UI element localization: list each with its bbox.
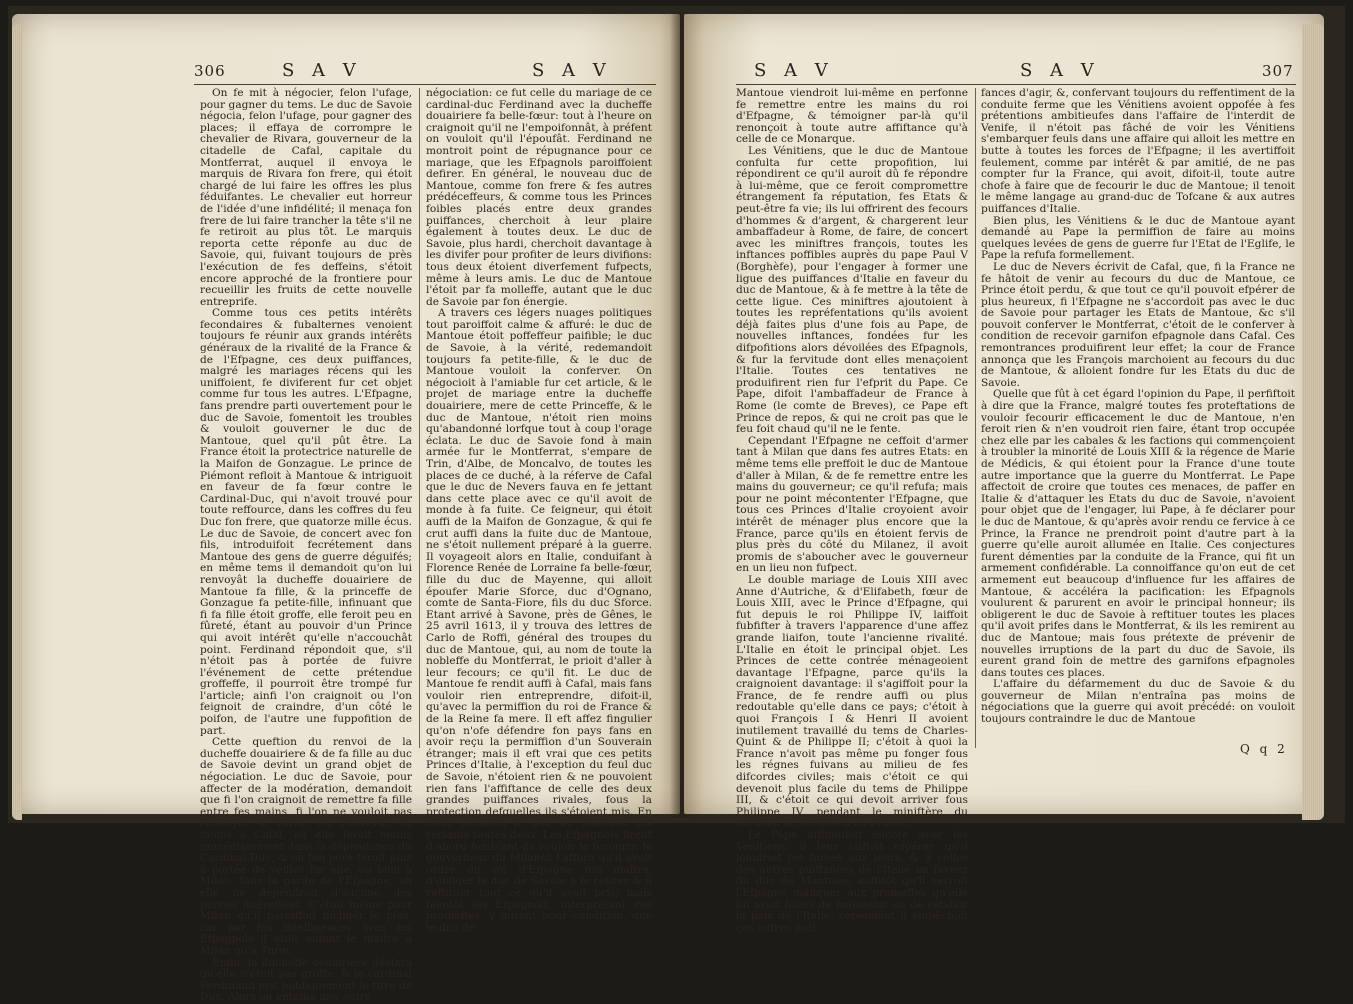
paragraph: Bien plus, les Vénitiens & le duc de Mantoue ayant demandé au Pape la permiffion de faire au moins quelques levées de gens de guerre fur l'Etat de l'Eglife, le Pape la refufa formellement. — [981, 214, 1295, 262]
left-page — [12, 14, 680, 1004]
left-page-edges — [12, 24, 22, 820]
paragraph: L'affaire du défarmement du duc de Savoie & du gouverneur de Milan n'entraîna pas moins de négociations que la guerre qui avoit précédé: on vouloit toujours contraindre le duc de Mantoue — [981, 678, 1295, 726]
right-page — [684, 14, 1324, 934]
open-book — [8, 6, 1345, 1004]
signature-mark: Q q 2 — [1240, 742, 1288, 756]
right-head-rule — [736, 84, 1296, 85]
right-headword: S A V — [1020, 60, 1100, 81]
right-column-2 — [981, 88, 1295, 740]
paragraph: Mantoue viendroit lui-même en perfonne fe remettre entre les mains du roi d'Efpagne, & témoigner par-là qu'il renonçoit à toute autre affiftance qu'à celle de ce Monarque. — [736, 87, 968, 146]
paragraph: On fe mit à négocier, felon l'ufage, pour gagner du tems. Le duc de Savoie négocia, felon l'ufage, pour gagner des places; il effaya de corrompre le chevalier de Rivara, gouverneur de la citadelle de Cafal, capitale du Montferrat, auquel il envoya le marquis de Rivara fon frere, qui étoit chargé de lui faire les offres les plus féduifantes. Le chevalier eut horreur de l'idée d'une infidélité; il menaça fon frere de lui faire trancher la tête s'il ne fe retiroit au plus tôt. Le marquis reporta cette réponfe au duc de Savoie, qui, fuivant toujours de près l'exécution de fes deffeins, s'étoit encore approché de la frontiere pour recueillir les fruits de cette nouvelle entreprife. — [200, 87, 412, 308]
left-running-head — [12, 60, 680, 84]
paragraph: A travers ces légers nuages politiques tout paroiffoit calme & affuré: le duc de Mantoue étoit poffeffeur paifible; le duc de Savoie, à la vérité, redemandoit toujours fa petite-fille, & le duc de Mantoue vouloit la conferver. On négocioit à l'amiable fur cet article, & le projet de mariage entre la ducheffe douairiere, mere de cette Princeffe, & le duc de Mantoue, n'étoit rien moins qu'abandonné lorfque tout à coup l'orage éclata. Le duc de Savoie fond à main armée fur le Montferrat, s'empare de Trin, d'Albe, de Moncalvo, de toutes les places de ce duché, à la réferve de Cafal que le duc de Nevers fauva en fe jettant dans cette place avec ce qu'il avoit de monde à fa fuite. Ce feigneur, qui étoit auffi de la Maifon de Gonzague, & qui fe crut auffi dans la fuite duc de Mantoue, ne s'étoit nullement préparé à la guerre. Il voyageoit alors en Italie, conduifant à Florence Renée de Lorraine fa belle-fœur, fille du duc de Mayenne, qui alloit époufer Marie Sforce, duc d'Ognano, comte de Santa-Fiore, fils du duc Sforce. Etant arrivé à Savone, près de Gênes, le 25 avril 1613, il y trouva des lettres de Carlo de Roffi, général des troupes du duc de Mantoue, qui, au nom de toute la nobleffe du Montferrat, le prioit d'aller à leur fecours; ce qu'il fit. Le duc de Mantoue fe rendit auffi à Cafal, mais fans vouloir rien entreprendre, difoit-il, qu'avec la permiffion du roi de France & de la Reine fa mere. Il eft affez fingulier qu'on n'ofe défendre fon pays fans en avoir reçu la permiffion d'un Souverain étranger; mais il eft vrai que ces petits Princes d'Italie, à l'exception du feul duc de Savoie, n'étoient rien & ne pouvoient rien fans l'affiftance de celle des deux grandes puiffances rivales, fous la protection defquelles ils s'étoient mis. En cette occafion le duc de Mantoue les réclama toutes deux. Les Efpagnols firent d'abord femblant de vouloir le fecourir: le gouverneur du Milanez l'affura qu'il avoit ordre du roi d'Efpagne fon maître, d'obliger le duc de Savoie à fe retirer & à reftituer tout ce qu'il avoit pris; mais bientôt les Efpagnols, interprétant ces promeffes, y mirent pour condition, que le duc de — [426, 307, 652, 934]
paragraph: Enfin, la ducheffe douairiere déclara qu'elle n'étoit pas groffe, & le cardinal Ferdinand prit publiquement le titre de Duc. Alors on entama une autre — [200, 956, 412, 1004]
left-column-divider — [419, 88, 420, 748]
left-folio: 306 — [194, 62, 226, 80]
left-column-1 — [200, 87, 412, 1004]
paragraph: Cependant l'Efpagne ne ceffoit d'armer tant à Milan que dans fes autres Etats: en même tems elle preffoit le duc de Mantoue d'aller à Milan, & de fe remettre entre les mains du gouverneur; ce qu'il refufa; mais pour ne point mécontenter l'Efpagne, que tous ces Princes d'Italie croyoient avoir intérêt de ménager plus encore que la France, parce qu'ils en étoient fervis de plus près du côté du Milanez, il avoit promis de s'aboucher avec le gouverneur en un lieu non fufpect. — [736, 434, 968, 575]
left-headword-col2: S A V — [532, 60, 612, 81]
paragraph: Les Vénitiens, que le duc de Mantoue confulta fur cette propofition, lui répondirent ce qu'il auroit dû fe répondre à lui-même, que ce feroit compromettre étrangement fa réputation, fes Etats & peut-être fa vie; ils lui offrirent des fecours d'hommes & d'argent, & chargerent leur ambaffadeur à Rome, de faire, de concert avec les miniftres françois, toutes les inftances poffibles auprès du pape Paul V (Borghèfe), pour l'engager à former une ligue des puiffances d'Italie en faveur du duc de Mantoue, & à fe mettre à la tête de cette ligue. Ces miniftres ajoutoient à toutes les repréfentations qu'ils avoient déjà faites plus d'une fois au Pape, de nouvelles inftances, fondées fur les difpofitions alors dévoilées des Efpagnols, & fur la fervitude dont elles menaçoient l'Italie. Toutes ces tentatives ne produifirent rien fur l'efprit du Pape. Ce Pape, difoit l'ambaffadeur de France à Rome (le comte de Breves), ce Pape eft Prince de repos, & qui ne croit pas que le feu foit chaud qu'il ne le fente. — [736, 144, 968, 436]
left-column-2 — [426, 87, 652, 934]
paragraph: Le duc de Nevers écrivit de Cafal, que, fi la France ne fe hâtoit de venir au fecours du duc de Mantoue, ce Prince étoit perdu, & que tout ce qu'il pouvoit efpérer de plus heureux, fi l'Efpagne ne s'accordoit pas avec le duc de Savoie pour partager les Etats de Mantoue, &c s'il pouvoit conferver le Montferrat, c'étoit de le conferver à condition de recevoir garnifon efpagnole dans Cafal. Ces remontrances produifirent leur effet; la cour de France annonça que les François marchoient au fecours du duc de Mantoue, & alloient fondre fur les Etats du duc de Savoie. — [981, 260, 1295, 389]
paragraph: Le Pape diffimuloit encore avec les Vénitiens: il leur laiffoit efpérer qu'il joindroit fes forces aux leurs, & à celles des autres puiffances de l'Italie en faveur du duc de Mantoue, auffitôt qu'il verroit l'Efpagne manquer aux promeffes qu'elle lui avoit faites de maintenir ou de rétablir la paix de l'Italie; cependant il empêchoit ces autres puif- — [736, 829, 968, 934]
paragraph: négociation: ce fut celle du mariage de ce cardinal-duc Ferdinand avec la ducheffe douairiere fa belle-fœur: tout à l'heure on craignoit qu'il ne l'empoifonnât, à préfent on vouloit qu'il l'époufât. Ferdinand ne montroit point de répugnance pour ce mariage, que les Efpagnols paroiffoient defirer. En général, le nouveau duc de Mantoue, comme fon frere & fes autres prédéceffeurs, & comme tous les Princes foibles placés entre deux grandes puiffances, cherchoit à leur plaire également à toutes deux. Le duc de Savoie, plus hardi, cherchoit davantage à les divifer pour profiter de leurs divifions: tous deux étoient diverfement fufpects, même à leurs amis. Le duc de Mantoue l'étoit par fa molleffe, autant que le duc de Savoie par fon énergie. — [426, 87, 652, 308]
paragraph: Comme tous ces petits intérêts fecondaires & fubalternes venoient toujours fe réunir aux grands intérêts généraux de la rivalité de la France & de l'Efpagne, ces deux puiffances, malgré les mariages récens qui les uniffoient, fe diviferent fur cet objet comme fur tous les autres. L'Efpagne, fans prendre parti ouvertement pour le duc de Savoie, fomentoit les troubles & vouloit gouverner le duc de Mantoue, quel qu'il pût être. La France étoit la protectrice naturelle de la Maifon de Gonzague. Le prince de Piémont refloit à Mantoue & intriguoit en faveur de fa fœur contre le Cardinal-Duc, qui n'avoit trouvé pour toute reffource, dans les coffres du feu Duc fon frere, que quatorze mille écus. Le duc de Savoie, de concert avec fon fils, introduifoit fecrétement dans Mantoue des gens de guerre déguifés; en même tems il demandoit qu'on lui renvoyât la ducheffe douairiere de Mantoue fa fille, & la princeffe de Gonzague fa petite-fille, infinuant que fi fa fille étoit groffe, elle feroit peu en fûreté, étant au pouvoir d'un Prince qui avoit intérêt qu'elle n'accouchât point. Ferdinand répondoit que, s'il n'étoit pas à portée de fuivre l'événement de cette prétendue groffeffe, il pourroit être trompé fur l'article; ainfi l'on craignoit ou l'on feignoit de craindre, d'un côté le poifon, de l'autre une fuppofition de part. — [200, 307, 412, 737]
left-head-rule — [194, 84, 656, 85]
right-folio: 307 — [1262, 62, 1294, 80]
right-column-divider — [975, 88, 976, 748]
right-running-head — [684, 60, 1324, 84]
right-page-edges — [1302, 24, 1324, 820]
paragraph: Cette queftion du renvoi de la ducheffe douairiere & de fa fille au duc de Savoie devint un grand objet de négociation. Le duc de Savoie, pour affecter de la modération, demandoit que fi l'on craignoit de remettre fa fille entre fes mains, fi l'on ne vouloit pas l'envoyer à Turin, on l'envoyât du moins à Cafal, où elle feroit moins immédiatement dans la dépendance du Cardinal-Duc, & où fon pere feroit plus à portée de veiller fur elle, ou bien à Milan, fous la garde de l'Efpagne, où elle ne dépendroit d'aucune des parties intéreffées. C'étoit même pour Milan qu'il paroiffoit incliner le plus, car par fes intelligences avec les Efpagnols il étoit autant le maître à Milan qu'à Turin. — [200, 736, 412, 957]
paragraph: Quelle que fût à cet égard l'opinion du Pape, il perfiftoit à dire que la France, malgré toutes fes proteftations de vouloir fecourir efficacement le duc de Mantoue, n'en feroit rien & n'en voudroit rien faire, étant trop occupée chez elle par les cabales & les factions qui commençoient à troubler la minorité de Louis XIII & la régence de Marie de Médicis, & qui étoient pour la France d'une toute autre importance que la guerre du Montferrat. Le Pape affectoit de croire que toutes ces menaces, de paffer en Italie & d'attaquer les Etats du duc de Savoie, n'avoient pour objet que de l'engager, lui Pape, à fe déclarer pour le duc de Mantoue, & qu'après avoir rendu ce fervice à ce Prince, la France ne prendroit point d'autre part à la guerre qu'elle auroit allumée en Italie. Ces conjectures furent démenties par la conduite de la France, qui fit un armement confidérable. La connoiffance qu'on eut de cet armement eut beaucoup d'influence fur les affaires de Mantoue, & accéléra la pacification: les Efpagnols voulurent & parurent en avoir le principal honneur; ils obligerent le duc de Savoie à reftituer toutes les places qu'il avoit prifes dans le Montferrat, & ils les remirent au duc de Mantoue; mais fous prétexte de prévenir de nouvelles irruptions de la part du duc de Savoie, ils eurent grand foin de mettre des garnifons efpagnoles dans toutes ces places. — [981, 388, 1295, 679]
paragraph: fances d'agir, &, confervant toujours du reffentiment de la conduite ferme que les Vénitiens avoient oppofée à fes prétentions ambitieufes dans l'affaire de l'interdit de Venife, il n'étoit pas fâché de voir les Vénitiens s'embarquer feuls dans une affaire qui alloit les mettre en butte à toutes les forces de l'Efpagne; il les avertiffoit feulement, comme par intérêt & par amitié, de ne pas compter fur la France, qui avoit, difoit-il, toute autre chofe à faire que de fecourir le duc de Mantoue; il tenoit le même langage au grand-duc de Tofcane & aux autres puiffances d'Italie. — [981, 87, 1295, 215]
right-headword-col1: S A V — [754, 60, 834, 81]
right-column-1 — [736, 87, 968, 934]
left-headword: S A V — [282, 60, 362, 81]
paragraph: Le double mariage de Louis XIII avec Anne d'Autriche, & d'Elifabeth, fœur de Louis XIII, avec le Prince d'Efpagne, qui fut depuis le roi Philippe IV, laiffoit fubfifter à travers l'apparence d'une affez grande liaifon, toute l'ancienne rivalité. L'Italie en étoit le principal objet. Les Princes de cette contrée ménageoient davantage l'Efpagne, parce qu'ils la craignoient davantage: il s'agiffoit pour la France, de fe rendre auffi ou plus redoutable qu'elle dans ce pays; c'étoit à quoi François I & Henri II avoient inutilement travaillé du tems de Charles-Quint & de Philippe II; c'étoit à quoi la France n'avoit pas même pu fonger fous les régnes fuivans au milieu de fes difcordes civiles; mais c'étoit ce qui devenoit plus facile du tems de Philippe III, & c'étoit ce qui devoit arriver fous Philippe IV, pendant le miniftère du cardinal de Richelieu en France. — [736, 573, 968, 830]
